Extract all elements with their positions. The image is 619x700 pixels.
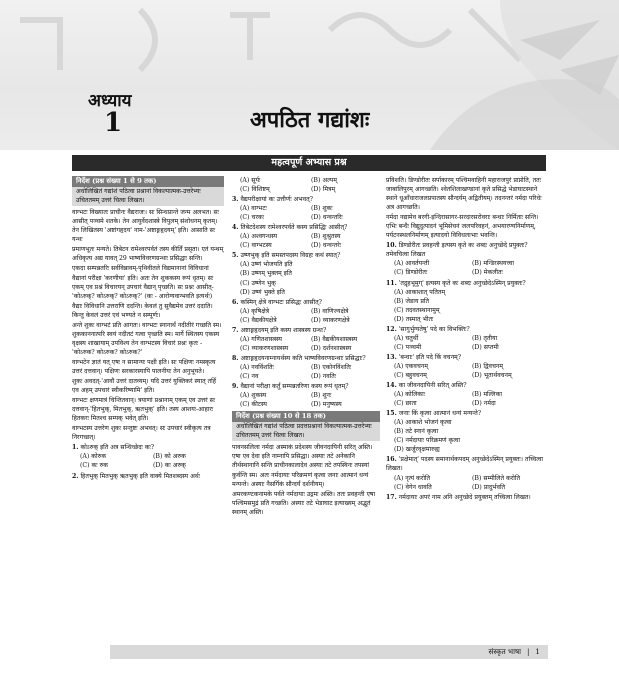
question-text: जनाः किं कृत्वा आत्मानं धन्यं मन्यन्ते?: [398, 410, 482, 418]
option: (B) वाणिज्यक्षेत्रे: [311, 307, 349, 315]
option: (B) एकोनविंशतिः: [311, 363, 352, 371]
option: (C) तदवतस्थानामुम्: [394, 306, 440, 314]
option: (A) अश्वगन्धस्य: [240, 233, 278, 241]
option: (B) जेडाय प्रति: [394, 297, 430, 305]
right-column: [386, 176, 548, 644]
option: (A) उष्णं भोजयति इति: [240, 261, 293, 269]
option: (B) तटे स्नानं कृत्वा: [394, 428, 439, 436]
question-7: 7. अष्टाङ्गहृदयम् इति कस्य शास्त्रस्य ग्रन्थः? (A) गणितशास्त्रस्य (B) वैद्यकीयशास्त्रस्य (C) व्याकरणशास्त्रस्य (D) दर्शनशास्त्रस्य: [232, 326, 380, 353]
option: (C) डिण्डोरीतः: [394, 269, 428, 277]
option: (D) धन्वन्तरिः: [311, 214, 343, 222]
option: (B) सम्मीलिते करोति: [472, 474, 520, 482]
option: (C) वैद्यकीयक्षेत्रे: [240, 316, 277, 324]
question-text: वैद्यपरीक्षायां कः उत्तीर्णः अभवत्?: [240, 196, 313, 204]
question-text: 'प्रक्षेमात्' पदस्य समानार्थकपदम् अनुच्छेदेऽस्मिन् प्रयुक्तः। तच्चित्वा लिखत।: [386, 456, 543, 473]
option: (B) को अरुक: [153, 453, 186, 461]
passage-paragraph: प्रविशति। डिण्डोरीतः सर्पाकारम् पश्चिमवाहिनी महाराजपुरं प्राप्नोति, ततः जाबालिपुरम् आगच्छति। श्वेतशिलाखण्डानां कृते प्रसिद्धे भेडाघाटस्थाने स्थाने धूआँधाराजलप्रपातस्य सौन्दर्यम् अद्वितीयम्। तदनन्तरं नर्मदा परिधेः अत्र आगच्छति।: [386, 177, 542, 212]
option: (A) शुकस्य: [240, 392, 267, 400]
option: (C) पञ्चमी: [394, 343, 422, 351]
option: (B) शुकः: [311, 205, 333, 213]
option: (C) वेगेन धावति: [394, 483, 432, 491]
question-1: 1. कोऽरुक् इति अत्र सन्धिच्छेदः कः? (A) कोरुक (B) को अरुक (C) कः रुक (D) कः अरुक्: [72, 443, 224, 470]
passage-paragraph: वैद्याः विविधानि उत्तराणि ददन्ति। केवलं तु सुवैद्यमेव उत्तरं ददाति। किन्तु केवलं उत्तरं एवं भण्यते न सम्पूर्णः।: [72, 302, 213, 319]
option: (B) मल्लिका: [472, 391, 502, 399]
passage-paragraph: वाग्भटेन ज्ञातं यत् एषः न सामान्यः पक्षी इति। सः पक्षिणः नमस्कृत्य उत्तरं दत्तवान्। पक्षिणः सरकारस्यापि पालनीयः तेन अनुभूयते।: [72, 358, 216, 375]
option: (D) सप्तमी: [472, 343, 499, 351]
question-4: 4. तिबेटदेशस्य रामेश्वरपर्वते कस्य प्रसिद्धिः आसीत्? (A) अश्वगन्धस्य (B) शुश्रुतस्य (C) वाग्भटस्य (D) धन्वन्तरेः: [232, 223, 380, 250]
option: (D) भूतार्थवचनम्: [472, 371, 512, 379]
middle-column: [232, 176, 380, 644]
option: (D) मेकलीतः: [472, 269, 503, 277]
option: (B) मन्डिरस्थयत्त्वा: [472, 260, 514, 268]
question-14: 14. का जीवनदायिनी सरित् अस्ति? (A) कोलिकाः (B) मल्लिका (C) छाता (D) नर्मदा: [386, 381, 548, 408]
footer-subject: संस्कृत भाषा: [488, 647, 521, 656]
question-text: उष्णभुक् इति समस्तपदस्य विग्रहः कथं स्यात्?: [240, 252, 341, 260]
question-13: 13. 'बन्धाः' इति पदे किं वचनम्? (A) एकवचनम् (B) द्विवचनम् (C) बहुवचनम् (D) भूतार्थवचनम्: [386, 353, 548, 380]
option: (D) उष्णं भुक्ते इति: [240, 288, 285, 296]
question-text: वैद्यानां परीक्षा कर्तुं सम्पन्नतरिणा कस्य रूपं धृतम्?: [240, 383, 349, 391]
question-text: कस्मिन् क्षेत्रे वाग्भटः प्रसिद्धः आसीत्?: [240, 298, 323, 306]
option: (C) नर्मदायाः परिक्रमणं कृत्वा: [394, 437, 460, 445]
question-16: 16. 'प्रक्षेमात्' पदस्य समानार्थकपदम् अनुच्छेदेऽस्मिन् प्रयुक्तः। तच्चित्वा लिखत। (A) नृत्यं करोति (B) सम्मीलिते करोति (C) वेगेन धावति (D) प्रादुर्भवति: [386, 455, 548, 491]
passage-paragraph: अमरकण्टकनामके पर्वते नर्मदायाः उद्गमः अस्ति। ततः प्रवहन्ती एषा पश्चिमसमुद्रं प्रति गच्छति। अस्याः तटे भेडाघाट इत्याख्यम् अद्भुतं स्थानम् अस्ति।: [232, 490, 376, 516]
option: (D) मनुष्यस्य: [311, 401, 342, 409]
question-6: 6. कस्मिन् क्षेत्रे वाग्भटः प्रसिद्धः आसीत्? (A) कृषिक्षेत्रे (B) वाणिज्यक्षेत्रे (C) वैद्यकीयक्षेत्रे (D) व्याकरणक्षेत्रे: [232, 298, 380, 325]
passage-paragraph: एकदा सम्पन्नतरिः सर्वविन्नावम्-पृथिवीतले विद्यमानानां विविधानां वैद्यानां परीक्षा 'करणीया' इति। अतः तेन शुककस्य रूपं धृतम्। सः एकम् एव प्रश्नं विचारयन् उपचारं वैद्यान् पृच्छति। सः प्रश्नः आसीत्-'कोऽरुक्? कोऽरुक्? कोऽरुक्?' (कः - आरोग्यवान्भवति इत्यर्थः): [72, 265, 214, 300]
passage-paragraph: शुकः अवदत्-'आवौ उत्तरं दातव्यम्। यदि उत्तरं युक्तिकरं स्यात् तर्हि एव अहम् उपचारं स्वीकरिष्यामि' इति।: [72, 378, 216, 395]
chapter-header-band: [0, 0, 619, 150]
option: (C) चरकः: [240, 214, 264, 222]
option: (C) बहुवचनम्: [394, 371, 427, 379]
option: (C) कः रुक: [80, 462, 108, 470]
option: (B) उष्णम् भुक्तम् इति: [240, 270, 292, 278]
question-text: अष्टाङ्गहृदयम् इति कस्य शास्त्रस्य ग्रन्थः?: [240, 326, 327, 334]
question-12: 12. 'सागुर्भुग्यतेषु' पदे का विभक्तिः? (A) चतुर्थी (B) तृतीया (C) पञ्चमी (D) सप्तमी: [386, 325, 548, 352]
option: (A) आकाशात् पतितम्: [394, 288, 446, 296]
question-5: 5. उष्णभुक् इति समस्तपदस्य विग्रहः कथं स्यात्? (A) उष्णं भोजयति इति (B) उष्णम् भुक्तम् इति (C) उष्णेन भुक् (D) उष्णं भुक्ते इति: [232, 251, 380, 296]
option: (B) तृतीया: [472, 334, 498, 342]
option: (C) विशिष्टम्: [240, 186, 270, 194]
question-text: तिबेटदेशस्य रामेश्वरपर्वते कस्य प्रसिद्धिः आसीत्?: [240, 224, 348, 232]
option: (A) सूर्यः: [240, 177, 261, 184]
option: (A) गणितशास्त्रस्य: [240, 335, 282, 343]
question-text: डिण्डोरीतः प्रवहन्ती इत्यस्य कृते कः शब्दः अनुच्छेदे प्रयुक्तः? तमेवचित्वा लिखत: [386, 242, 528, 259]
question-2: 2. हितभुक् मितभुक् ऋतभुक् इति वाक्ये मितशब्दस्य अर्थः: [72, 472, 201, 480]
option: (C) व्याकरणशास्त्रस्य: [240, 344, 289, 352]
question-text: 'सागुर्भुग्यतेषु' पदे का विभक्तिः?: [398, 325, 470, 333]
option: (A) कृषिक्षेत्रे: [240, 307, 270, 315]
option: (A) कोलिकाः: [394, 391, 426, 399]
question-3: 3. वैद्यपरीक्षायां कः उत्तीर्णः अभवत्? (A) वाग्भटः (B) शुकः (C) चरकः (D) धन्वन्तरिः: [232, 195, 380, 222]
option: (D) कः अरुक्: [153, 462, 186, 470]
option: (D) दर्शनशास्त्रस्य: [311, 344, 352, 352]
option: (D) व्याकरणक्षेत्रे: [311, 316, 350, 324]
option: (C) वाग्भटस्य: [240, 242, 272, 250]
option: (B) शुनः: [311, 392, 332, 400]
option: (B) अल्पम्: [311, 177, 337, 184]
question-17: 17. नर्मदायाः अपरं नाम अनि अनुच्छेदे प्रयुक्तम् तच्चित्वा लिखत।: [386, 493, 531, 501]
option: (B) वैद्यकीयशास्त्रस्य: [311, 335, 358, 343]
option: (A) कोरुक: [80, 453, 107, 461]
passage-paragraph: नर्मदा नद्यामेव बरगी-इन्दिरासागर-सरदारसरोवराः बन्धाः निर्मिताः सन्ति। एभिः बन्धैः विद्युदुत्पादनं भूमिसेचनं जलपरिवहनं, अभयारण्यनिर्माणम्, पर्यटनस्थलनिर्माणम् इत्यादयो विविधलाभाः भवन्ति।: [386, 214, 539, 240]
question-11: 11. 'तद्गृहभूमुग्' इत्यस्य कृते कः शब्दः अनुच्छेदेऽस्मिन् प्रयुक्तः? (A) आकाशात् पतितम् (B) जेडाय प्रति (C) तदवतस्थानामुम् (D) तस्मात् भीतः: [386, 279, 548, 324]
instruction-text: अधोलिखितं गद्यांशं पठित्वा प्रदत्तप्रश्नानां विकल्पात्मक-उत्तरेभ्यः उचिततमम् उत्तरं चित्वा लिखत।: [232, 422, 380, 441]
question-text: नर्मदायाः अपरं नाम अनि अनुच्छेदे प्रयुक्तम् तच्चित्वा लिखत।: [398, 493, 531, 501]
option: (B) द्विवचनम्: [472, 362, 504, 370]
page-number: 1: [535, 647, 540, 656]
question-text: 'तद्गृहभूमुग्' इत्यस्य कृते कः शब्दः अनुच्छेदेऽस्मिन् प्रयुक्तः?: [398, 279, 526, 287]
option: (A) आवर्तयन्ती: [394, 260, 430, 268]
chapter-number: 1: [104, 108, 123, 138]
question-15: 15. जनाः किं कृत्वा आत्मानं धन्यं मन्यन्ते? (A) आकाशे भोजनं कृत्वा (B) तटे स्नानं कृत्वा (C) नर्मदायाः परिक्रमणं कृत्वा (D) खर्जूरवृक्षमारुह्य: [386, 409, 548, 454]
option: (A) आकाशे भोजनं कृत्वा: [394, 419, 452, 427]
option: (C) छाता: [394, 400, 417, 408]
option: (D) धन्वन्तरेः: [311, 242, 342, 250]
instruction-heading: निर्देश (प्रश्न संख्या 1 से 9 तक): [72, 176, 224, 187]
question-text: हितभुक् मितभुक् ऋतभुक् इति वाक्ये मितशब्दस्य अर्थः: [80, 472, 201, 480]
instruction-text: अधोलिखितं गद्यांशं पठित्वा प्रश्नानां विकल्पात्मक-उत्तरेभ्यः उचिततमम् उत्तरं चित्वा लिखत।: [72, 187, 224, 206]
passage-paragraph: अन्ते शुकः वाग्भटं प्रति आगतः। वाग्भटः स्नानार्थं नदीतीरं गच्छति स्म। शुककाननात्परि स्वयं नदीतटं गत्वा पृच्छति स्म। मार्गे स्थितस्य एकस्य वृक्षस्य शाखायाम् उपविश्य तेन वाग्भटस्य विचारं प्रश्नः कृतः - 'कोऽरुक? कोऽरुक? कोऽरुक?': [72, 321, 222, 356]
question-9: 9. वैद्यानां परीक्षा कर्तुं सम्पन्नतरिणा कस्य रूपं धृतम्? (A) शुकस्य (B) शुनः (C) कीटस्य (D) मनुष्यस्य: [232, 382, 380, 409]
option: (D) नवतिः: [311, 372, 337, 380]
question-8: 8. अष्टाङ्गहृदयनाम्नायर्थस्य कति भाष्यविवरणग्रन्थाः प्रसिद्धाः? (A) नवविंशतिः (B) एकोनविंशतिः (C) नव (D) नवतिः: [232, 354, 380, 381]
option: (B) शुश्रुतस्य: [311, 233, 341, 241]
passage-paragraph: वाग्भटः विख्यातः प्राचीनः वैद्यराजः। सः सिन्धप्रान्ते जन्म अलभत। सः आसीत् पञ्चमे शतके। तेन आयुर्वेदशास्त्रे विपुलम् संशोधनम् कृतम्। तेन लिखितस्य 'अष्टांगहृदय' नाम-'अष्टाङ्गहृदयम्' इति। आसाति सः यन्थः: [72, 209, 219, 244]
question-text: 'बन्धाः' इति पदे किं वचनम्?: [398, 353, 462, 361]
question-text: का जीवनदायिनी सरित् अस्ति?: [398, 382, 467, 390]
question-10: 10. डिण्डोरीतः प्रवहन्ती इत्यस्य कृते कः शब्दः अनुच्छेदे प्रयुक्तः? तमेवचित्वा लिखत (A) आवर्तयन्ती (B) मन्डिरस्थयत्त्वा (C) डिण्डोरीतः (D) मेकलीतः: [386, 241, 548, 277]
option: (A) वाग्भटः: [240, 205, 267, 213]
option: (A) नवविंशतिः: [240, 363, 274, 371]
option: (D) खर्जूरवृक्षमारुह्य: [394, 446, 440, 454]
passage-paragraph: प्रमाणभूतः मन्यते। तिबेटन रामेश्वरपर्वतं तस्य कीर्तिं प्रसृता। एतं यन्थम् अधिकृत्य अद्य यावत् 29 भाष्यविवरणग्रन्थाः प्रसिद्धाः सन्ति।: [72, 246, 224, 263]
chapter-label: अध्याय: [88, 91, 132, 111]
option: (A) चतुर्थी: [394, 334, 419, 342]
chapter-title: अपठित गद्यांशः: [250, 107, 370, 133]
passage-paragraph: वाग्भटः क्षणमात्रं चिन्तितवान्। त्रयाणां प्रश्नानाम् एकम् एव उत्तरं सः दत्तवान्-'हितभुक्, मितभुक्, ऋतभुक्' इति। तस्य आशयः-आहारः हितकरः मितश्च सम्यक् भवेत् इति।: [72, 397, 216, 423]
option: (C) कीटस्य: [240, 401, 267, 409]
question-text: अष्टाङ्गहृदयनाम्नायर्थस्य कति भाष्यविवरणग्रन्थाः प्रसिद्धाः?: [240, 354, 366, 362]
left-column: [72, 176, 224, 644]
option: (D) तस्मात् भीतः: [394, 315, 434, 323]
passage-paragraph: पावनसलिला नर्मदा अस्माकं प्रदेशस्य जीवनदायिनी सरित् अस्ति। एषा एव देवा इति नाम्नापि प्रसिद्धा। अस्याः तटे अनेकानि तीर्थस्थानानि सन्ति प्राचीनकालादेव अस्याः तटे तपस्विनः तपस्यां कुर्वन्ति स्म। अतः नर्मदायाः परिक्रमणं कृत्वा जनाः आत्मानं धन्यं मन्यन्ते। अस्याः नैसर्गिकं सौन्दर्यं दर्शनीयम्।: [232, 444, 373, 488]
section-title-bar: महत्वपूर्ण अभ्यास प्रश्न: [72, 155, 546, 171]
option: (D) प्रादुर्भवति: [472, 483, 506, 491]
option: (C) उष्णेन भुक्: [240, 279, 276, 287]
question-text: कोऽरुक् इति अत्र सन्धिच्छेदः कः?: [80, 444, 155, 452]
option: (D) मित्रम्: [311, 186, 336, 194]
question-2-options: [232, 176, 380, 194]
passage-paragraph: वाग्भटस्य उत्तरेण शुकः सन्तुष्टः अभवत्। सः उपचारं स्वीकृत्य तत्र निरगच्छत्।: [72, 425, 211, 442]
option: (D) नर्मदा: [472, 400, 496, 408]
option: (A) एकवचनम्: [394, 362, 428, 370]
option: (C) नव: [240, 372, 259, 380]
instruction-heading: निर्देश (प्रश्न संख्या 10 से 18 तक): [232, 411, 380, 422]
page-footer: संस्कृत भाषा | 1: [110, 645, 548, 659]
option: (A) नृत्यं करोति: [394, 474, 431, 482]
